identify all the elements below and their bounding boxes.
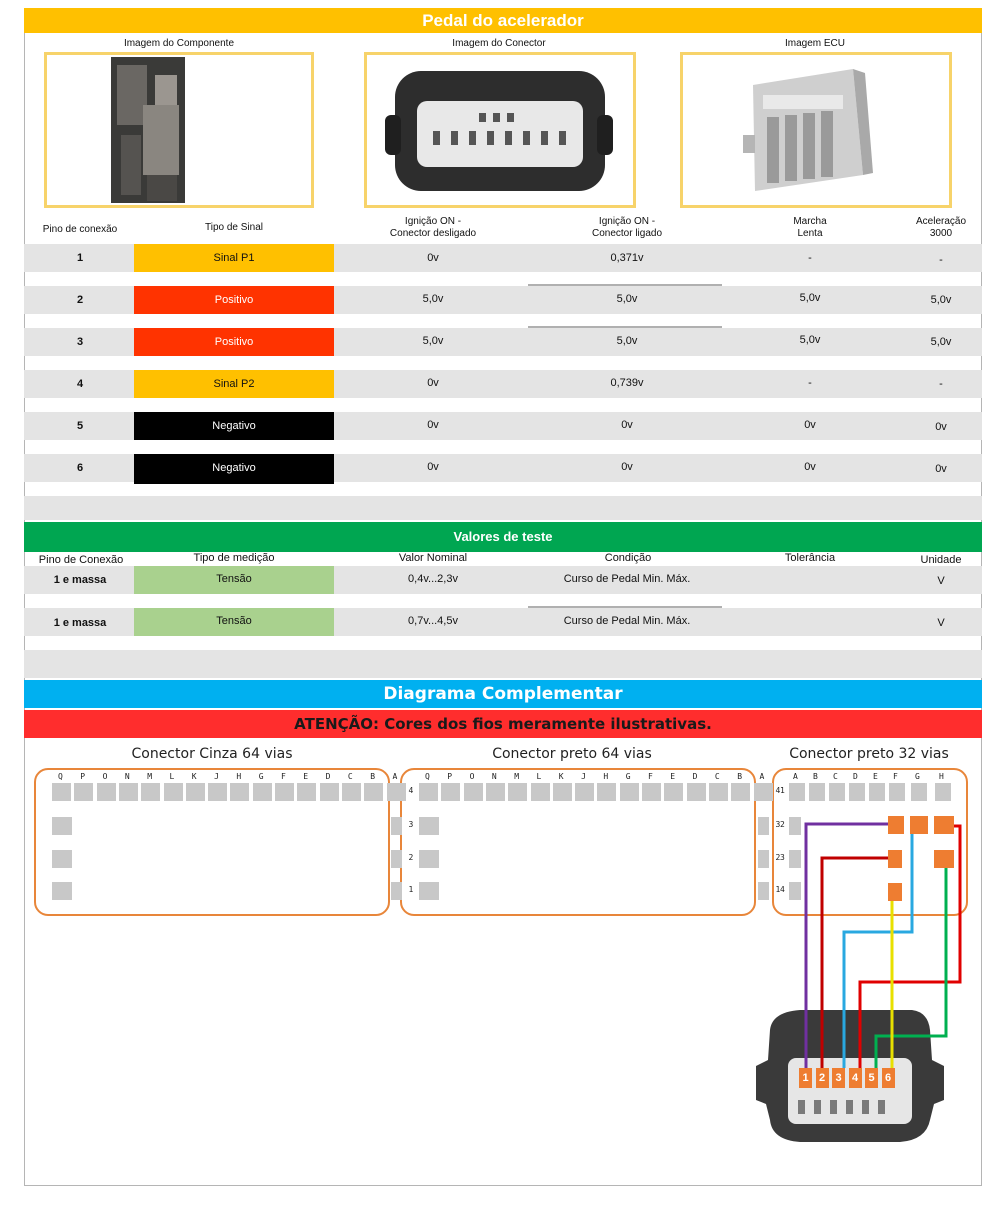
pin-number: 1 xyxy=(76,252,84,264)
connector-column-label: N xyxy=(124,772,130,781)
connector-pin xyxy=(935,783,951,801)
connector-pin xyxy=(758,817,769,835)
value-idle: 0v xyxy=(804,461,816,473)
test-header-tolerance: Tolerância xyxy=(784,552,836,564)
value-ign-off: 0v xyxy=(427,377,439,389)
connector-pin-highlighted xyxy=(934,816,954,834)
test-header-unit: Unidade xyxy=(920,554,962,566)
page-title: Pedal do acelerador xyxy=(24,8,982,33)
pin-number: 4 xyxy=(76,378,84,390)
value-ign-off: 5,0v xyxy=(422,293,444,305)
connector-pin xyxy=(342,783,361,801)
connector-pin xyxy=(486,783,505,801)
signal-cell: Sinal P2 xyxy=(134,370,334,398)
connector-pin xyxy=(789,817,801,835)
connector-column-label: H xyxy=(603,772,609,781)
connector-pin xyxy=(52,783,71,801)
connector-row-label: 2 xyxy=(408,853,414,862)
header-pin: Pino de conexão xyxy=(42,224,118,235)
value-ign-off: 0v xyxy=(427,461,439,473)
connector-column-label: C xyxy=(833,772,838,781)
value-accel: 5,0v xyxy=(930,294,952,306)
plug-pin: 4 xyxy=(849,1068,862,1088)
connector-pin xyxy=(809,783,825,801)
connector-pin xyxy=(419,882,439,900)
test-pin: 1 e massa xyxy=(53,574,107,586)
connector-column-label: A xyxy=(392,772,398,781)
connector-column-label: N xyxy=(491,772,497,781)
connector-column-label: Q xyxy=(58,772,63,781)
connector-pin xyxy=(119,783,138,801)
value-accel: 0v xyxy=(935,421,947,433)
component-image-caption: Imagem do Componente xyxy=(123,38,235,49)
connector-column-label: C xyxy=(714,772,720,781)
signal-cell: Negativo xyxy=(134,412,334,440)
connector-pin xyxy=(829,783,845,801)
connector-pin xyxy=(320,783,339,801)
value-ign-off: 5,0v xyxy=(422,335,444,347)
connector-column-label: G xyxy=(258,772,264,781)
connector-row-label: 1 xyxy=(408,885,414,894)
value-ign-on: 0,739v xyxy=(610,377,644,389)
value-ign-on: 5,0v xyxy=(616,293,638,305)
connector-black-64-title: Conector preto 64 vias xyxy=(492,746,652,762)
connector-pin xyxy=(441,783,460,801)
test-pin: 1 e massa xyxy=(53,617,107,629)
connector-pin xyxy=(642,783,661,801)
connector-pin xyxy=(789,850,801,868)
connector-pin xyxy=(275,783,294,801)
value-ign-on: 0v xyxy=(621,461,633,473)
connector-column-label: J xyxy=(581,772,586,781)
value-ign-off: 0v xyxy=(427,252,439,264)
connector-column-label: G xyxy=(915,772,920,781)
value-accel: - xyxy=(939,378,943,390)
connector-column-label: B xyxy=(813,772,818,781)
connector-row-label: 2 xyxy=(780,820,785,829)
connector-pin xyxy=(97,783,116,801)
connector-column-label: H xyxy=(939,772,944,781)
connector-pin xyxy=(553,783,572,801)
connector-column-label: H xyxy=(236,772,242,781)
test-header-condition: Condição xyxy=(604,552,652,564)
connector-pin xyxy=(758,850,769,868)
connector-column-label: J xyxy=(214,772,219,781)
signal-cell: Negativo xyxy=(134,454,334,484)
connector-image-caption: Imagem do Conector xyxy=(452,38,546,49)
connector-column-label: D xyxy=(325,772,331,781)
connector-column-label: A xyxy=(759,772,765,781)
connector-pin xyxy=(709,783,728,801)
connector-column-label: K xyxy=(558,772,564,781)
value-ign-off: 0v xyxy=(427,419,439,431)
connector-column-label: D xyxy=(853,772,858,781)
signal-cell: Sinal P1 xyxy=(134,244,334,272)
connector-row-label: 3 xyxy=(780,853,785,862)
value-idle: - xyxy=(808,252,812,264)
connector-pin xyxy=(849,783,865,801)
connector-pin xyxy=(141,783,160,801)
connector-pin-highlighted xyxy=(934,850,954,868)
connector-column-label: C xyxy=(347,772,353,781)
header-ign-on: Ignição ON - Conector ligado xyxy=(591,216,663,239)
header-idle: Marcha Lenta xyxy=(793,216,827,239)
connector-column-label: E xyxy=(303,772,309,781)
connector-row-label: 3 xyxy=(408,820,414,829)
test-header-type: Tipo de medição xyxy=(193,552,275,564)
connector-pin xyxy=(889,783,905,801)
connector-column-label: F xyxy=(648,772,653,781)
value-idle: 5,0v xyxy=(799,292,821,304)
value-accel: 0v xyxy=(935,463,947,475)
nominal-value: 0,4v...2,3v xyxy=(408,573,458,585)
connector-pin xyxy=(419,817,439,835)
connector-pin xyxy=(387,783,406,801)
connector-pin xyxy=(664,783,683,801)
test-header-pin: Pino de Conexão xyxy=(38,554,124,566)
value-idle: 5,0v xyxy=(799,334,821,346)
pin-number: 2 xyxy=(76,294,84,306)
connector-pin xyxy=(758,882,769,900)
plug-pin: 6 xyxy=(882,1068,895,1088)
diagram-title: Diagrama Complementar xyxy=(24,680,982,708)
connector-pin-highlighted xyxy=(888,816,904,834)
connector-pin xyxy=(74,783,93,801)
value-ign-on: 0v xyxy=(621,419,633,431)
connector-column-label: E xyxy=(873,772,878,781)
connector-pin xyxy=(164,783,183,801)
connector-column-label: F xyxy=(893,772,898,781)
value-ign-on: 5,0v xyxy=(616,335,638,347)
connector-pin xyxy=(391,882,402,900)
value-accel: 5,0v xyxy=(930,336,952,348)
connector-pin xyxy=(754,783,773,801)
connector-column-label: E xyxy=(670,772,676,781)
connector-row-label: 4 xyxy=(408,786,414,795)
connector-pin xyxy=(391,817,402,835)
plug-pin: 3 xyxy=(832,1068,845,1088)
connector-pin-highlighted xyxy=(888,883,902,901)
value-ign-on: 0,371v xyxy=(610,252,644,264)
connector-pin xyxy=(575,783,594,801)
plug-pin: 5 xyxy=(865,1068,878,1088)
connector-column-label: G xyxy=(625,772,631,781)
connector-row-label: 3 xyxy=(775,820,781,829)
connector-column-label: M xyxy=(147,772,153,781)
connector-column-label: P xyxy=(447,772,453,781)
connector-column-label: L xyxy=(169,772,175,781)
measurement-type: Tensão xyxy=(134,608,334,636)
connector-gray-64-title: Conector Cinza 64 vias xyxy=(131,746,293,762)
connector-pin xyxy=(419,783,438,801)
connector-pin xyxy=(464,783,483,801)
measurement-type: Tensão xyxy=(134,566,334,594)
plug-pin: 1 xyxy=(799,1068,812,1088)
connector-column-label: B xyxy=(370,772,376,781)
test-condition: Curso de Pedal Min. Máx. xyxy=(563,615,691,627)
connector-pin xyxy=(391,850,402,868)
connector-row-label: 1 xyxy=(780,786,785,795)
header-signal: Tipo de Sinal xyxy=(205,222,263,233)
connector-pin xyxy=(52,882,72,900)
value-idle: 0v xyxy=(804,419,816,431)
connector-pin xyxy=(789,882,801,900)
connector-row-label: 1 xyxy=(775,885,781,894)
test-values-title: Valores de teste xyxy=(24,522,982,552)
connector-column-label: M xyxy=(514,772,520,781)
header-ign-off: Ignição ON - Conector desligado xyxy=(389,216,477,239)
connector-pin xyxy=(419,850,439,868)
connector-column-label: O xyxy=(102,772,108,781)
pin-number: 6 xyxy=(76,462,84,474)
connector-column-label: Q xyxy=(425,772,430,781)
connector-pin-highlighted xyxy=(910,816,928,834)
header-accel: Aceleração 3000 xyxy=(915,216,967,239)
value-accel: - xyxy=(939,254,943,266)
signal-cell: Positivo xyxy=(134,328,334,356)
connector-pin xyxy=(364,783,383,801)
connector-pin xyxy=(208,783,227,801)
connector-pin xyxy=(911,783,927,801)
connector-pin xyxy=(531,783,550,801)
connector-column-label: A xyxy=(793,772,798,781)
connector-pin xyxy=(731,783,750,801)
connector-column-label: D xyxy=(692,772,698,781)
connector-pin xyxy=(253,783,272,801)
unit-value: V xyxy=(937,575,945,587)
value-idle: - xyxy=(808,377,812,389)
connector-black-32-title: Conector preto 32 vias xyxy=(789,746,949,762)
unit-value: V xyxy=(937,617,945,629)
ecu-image-caption: Imagem ECU xyxy=(784,38,845,49)
connector-pin xyxy=(869,783,885,801)
connector-column-label: B xyxy=(737,772,743,781)
signal-cell: Positivo xyxy=(134,286,334,314)
nominal-value: 0,7v...4,5v xyxy=(408,615,458,627)
connector-pin xyxy=(52,817,72,835)
pin-number: 5 xyxy=(76,420,84,432)
connector-row-label: 4 xyxy=(780,885,785,894)
connector-pin xyxy=(508,783,527,801)
connector-column-label: O xyxy=(469,772,475,781)
connector-column-label: F xyxy=(281,772,286,781)
connector-pin xyxy=(597,783,616,801)
connector-pin xyxy=(186,783,205,801)
connector-column-label: K xyxy=(191,772,197,781)
connector-pin xyxy=(52,850,72,868)
connector-column-label: P xyxy=(80,772,86,781)
connector-pin xyxy=(230,783,249,801)
plug-pin: 2 xyxy=(816,1068,829,1088)
connector-pin xyxy=(620,783,639,801)
test-header-nominal: Valor Nominal xyxy=(398,552,468,564)
connector-column-label: L xyxy=(536,772,542,781)
connector-row-label: 4 xyxy=(775,786,781,795)
connector-pin xyxy=(687,783,706,801)
connector-pin-highlighted xyxy=(888,850,902,868)
connector-row-label: 2 xyxy=(775,853,781,862)
warning-banner: ATENÇÃO: Cores dos fios meramente ilustrativas. xyxy=(24,710,982,738)
connector-pin xyxy=(297,783,316,801)
pin-number: 3 xyxy=(76,336,84,348)
connector-pin xyxy=(789,783,805,801)
test-condition: Curso de Pedal Min. Máx. xyxy=(563,573,691,585)
